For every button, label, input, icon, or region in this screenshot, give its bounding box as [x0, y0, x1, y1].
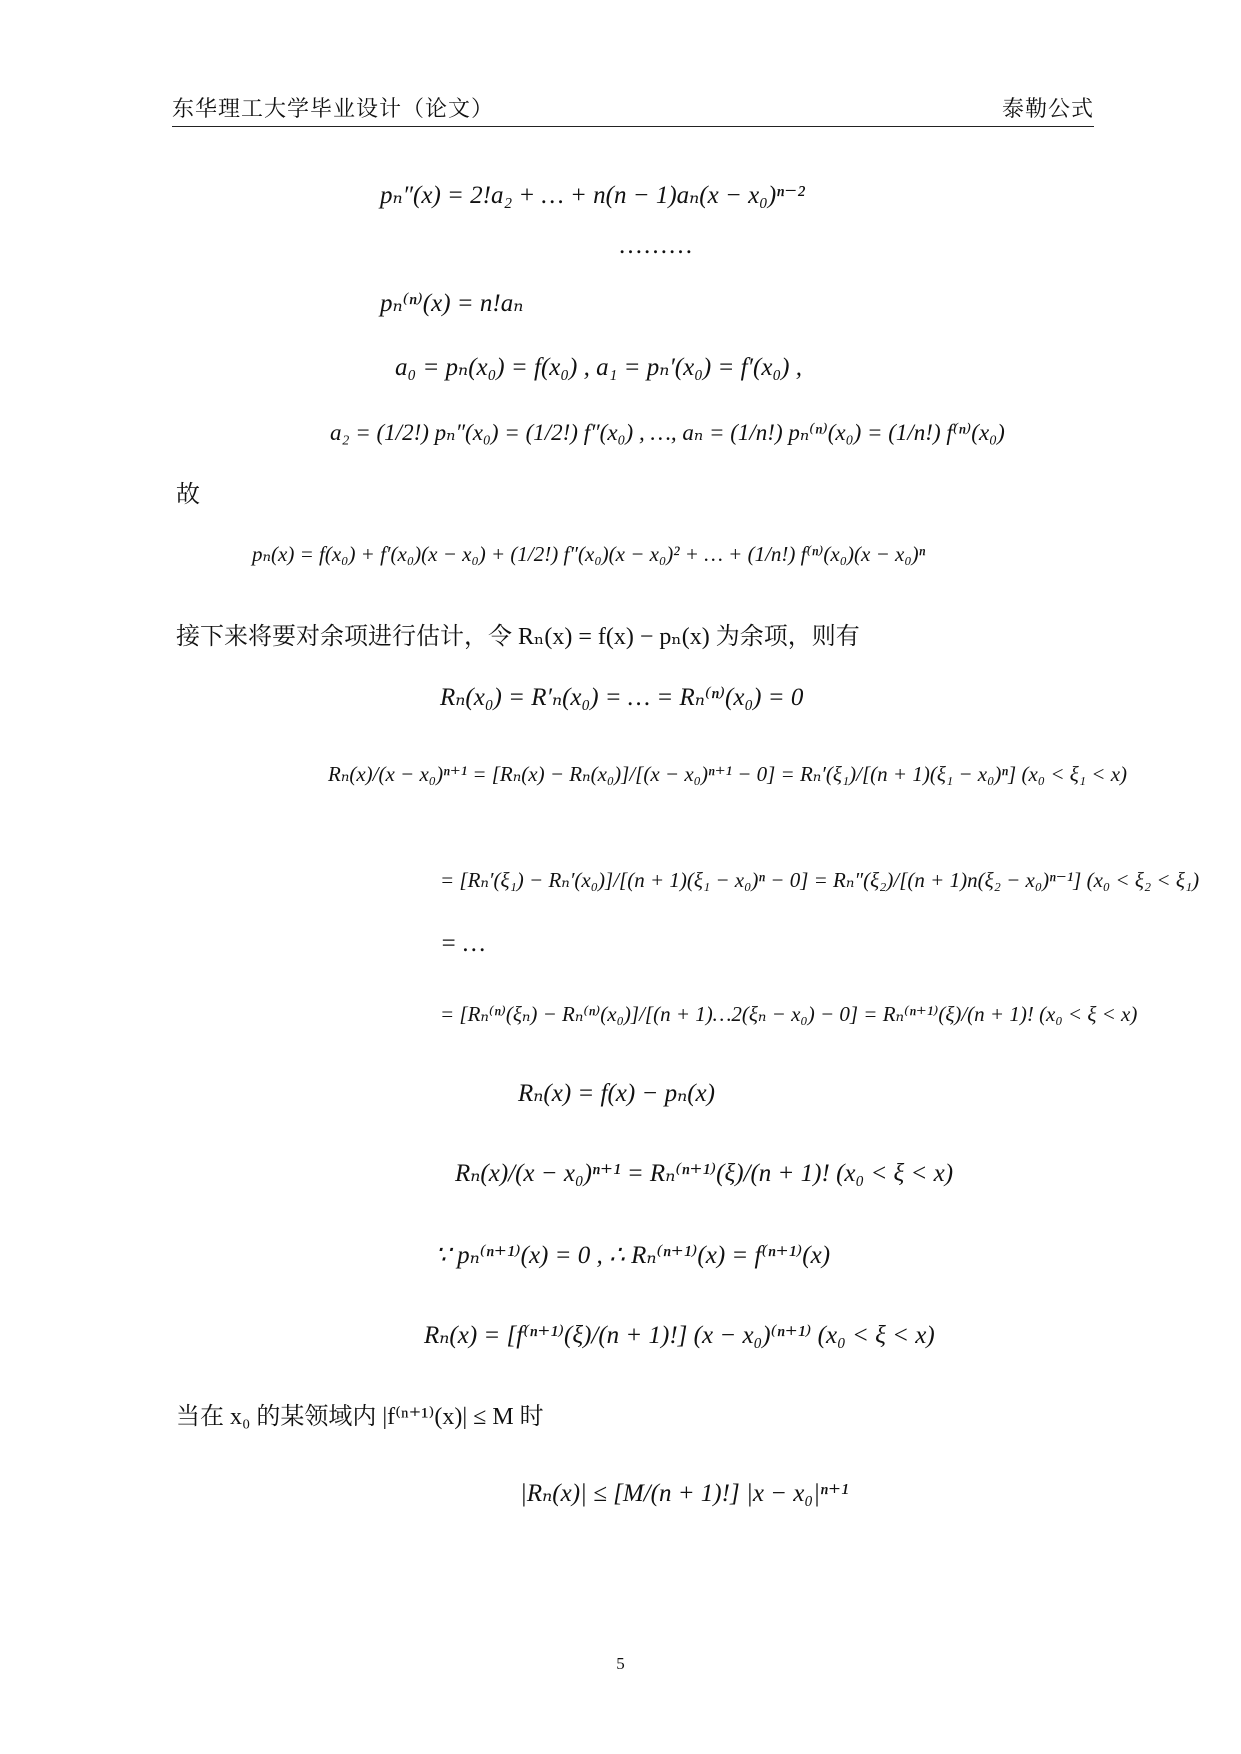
formula-derivative-relation: ∵ pₙ⁽ⁿ⁺¹⁾(x) = 0 , ∴ Rₙ⁽ⁿ⁺¹⁾(x) = f⁽ⁿ⁺¹⁾(x): [435, 1242, 831, 1269]
text-therefore: 故: [176, 482, 200, 508]
formula-coefficients-a0-a1: a₀ = pₙ(x₀) = f(x₀) , a₁ = pₙ′(x₀) = f′(x₀) ,: [395, 354, 802, 381]
formula-remainder-ratio: Rₙ(x)/(x − x₀)ⁿ⁺¹ = Rₙ⁽ⁿ⁺¹⁾(ξ)/(n + 1)! (x₀ < ξ < x): [455, 1160, 954, 1187]
header-title: 东华理工大学毕业设计（论文）: [172, 96, 495, 121]
formula-lagrange-remainder: Rₙ(x) = [f⁽ⁿ⁺¹⁾(ξ)/(n + 1)!] (x − x₀)⁽ⁿ⁺¹⁾ (x₀ < ξ < x): [424, 1322, 935, 1349]
formula-cauchy-step-n: = [Rₙ⁽ⁿ⁾(ξₙ) − Rₙ⁽ⁿ⁾(x₀)]/[(n + 1)…2(ξₙ − x₀) − 0] = Rₙ⁽ⁿ⁺¹⁾(ξ)/(n + 1)! (x₀ < ξ < x): [440, 1002, 1138, 1026]
page-number: 5: [616, 1654, 625, 1673]
formula-dots: ………: [618, 232, 693, 259]
formula-cauchy-step-ellipsis: = …: [440, 930, 486, 957]
header-section: 泰勒公式: [1001, 96, 1094, 121]
formula-second-derivative: pₙ″(x) = 2!a₂ + … + n(n − 1)aₙ(x − x₀)ⁿ⁻²: [380, 182, 805, 209]
formula-cauchy-step-1: Rₙ(x)/(x − x₀)ⁿ⁺¹ = [Rₙ(x) − Rₙ(x₀)]/[(x − x₀)ⁿ⁺¹ − 0] = Rₙ′(ξ₁)/[(n + 1)(ξ₁ − x₀)ⁿ] (x₀ < ξ₁ < x): [328, 762, 1128, 786]
paragraph-remainder: 接下来将要对余项进行估计，令 Rₙ(x) = f(x) − pₙ(x) 为余项，则有: [176, 624, 860, 650]
formula-taylor-polynomial: pₙ(x) = f(x₀) + f′(x₀)(x − x₀) + (1/2!) f″(x₀)(x − x₀)² + … + (1/n!) f⁽ⁿ⁾(x₀)(x − x₀)ⁿ: [252, 542, 926, 566]
formula-nth-derivative: pₙ⁽ⁿ⁾(x) = n!aₙ: [380, 290, 524, 317]
formula-remainder-bound: |Rₙ(x)| ≤ [M/(n + 1)!] |x − x₀|ⁿ⁺¹: [520, 1480, 849, 1507]
formula-remainder-definition: Rₙ(x) = f(x) − pₙ(x): [518, 1080, 715, 1107]
formula-cauchy-step-2: = [Rₙ′(ξ₁) − Rₙ′(x₀)]/[(n + 1)(ξ₁ − x₀)ⁿ − 0] = Rₙ″(ξ₂)/[(n + 1)n(ξ₂ − x₀)ⁿ⁻¹] (x₀ < ξ₂ < ξ₁): [440, 868, 1200, 892]
formula-remainder-at-x0: Rₙ(x₀) = R′ₙ(x₀) = … = Rₙ⁽ⁿ⁾(x₀) = 0: [440, 684, 804, 711]
formula-coefficients-a2-an: a₂ = (1/2!) pₙ″(x₀) = (1/2!) f″(x₀) , …, aₙ = (1/n!) pₙ⁽ⁿ⁾(x₀) = (1/n!) f⁽ⁿ⁾(x₀): [330, 420, 1005, 445]
paragraph-bound-condition: 当在 x₀ 的某领域内 |f⁽ⁿ⁺¹⁾(x)| ≤ M 时: [176, 1404, 544, 1430]
page-header: [172, 92, 1094, 127]
